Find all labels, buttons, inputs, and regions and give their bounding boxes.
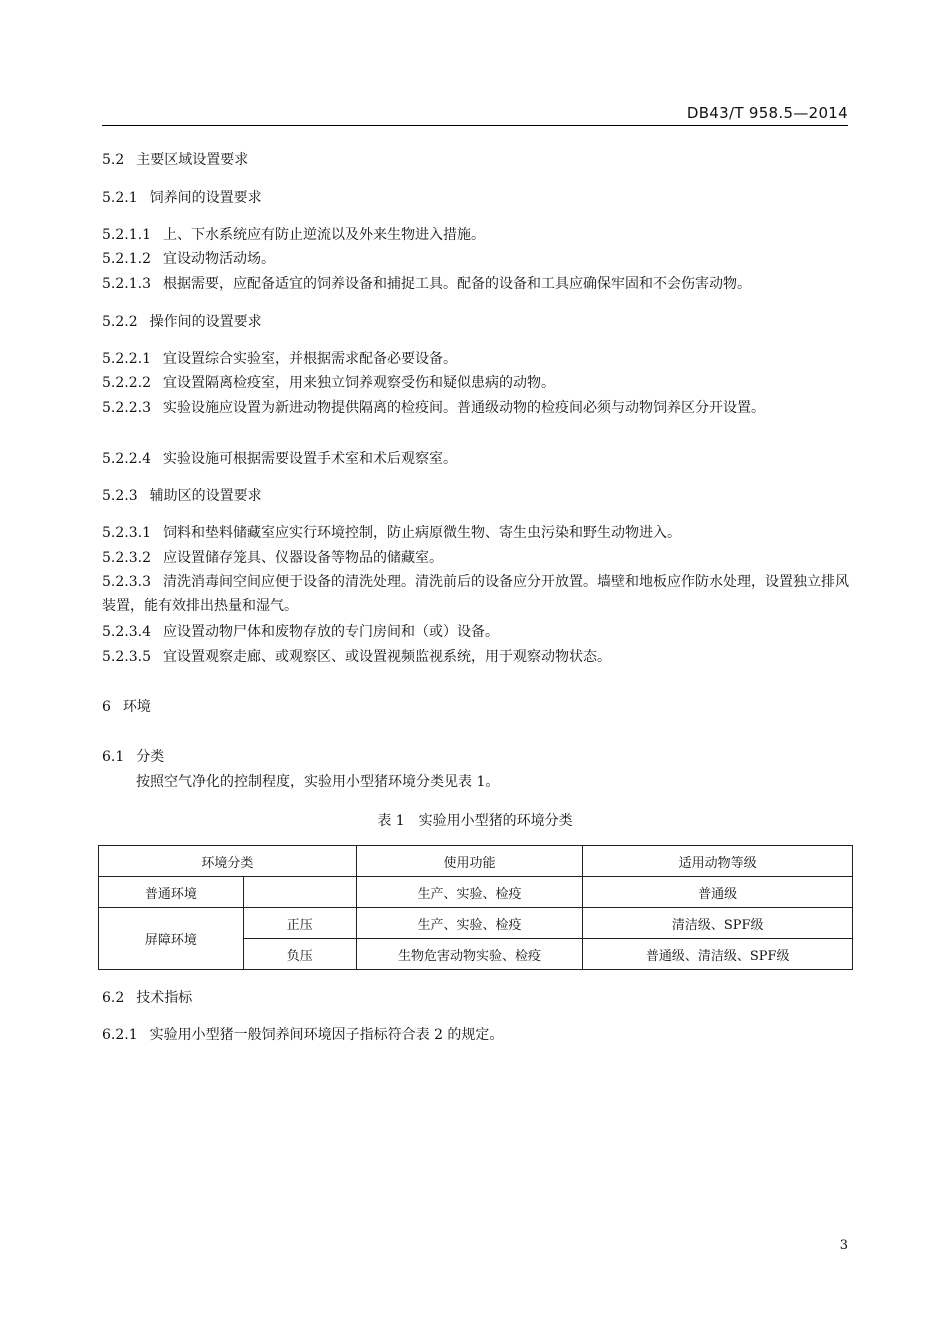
clause-5-2-1-1 (102, 225, 485, 245)
heading-5-2-1 (102, 188, 262, 208)
clause-text: 应设置动物尸体和废物存放的专门房间和（或）设备。 (162, 624, 499, 640)
cell-env: 普通环境 (99, 877, 244, 908)
clause-5-2-2-1 (102, 349, 457, 369)
heading-6-2 (102, 988, 192, 1008)
clause-number: 5.2.2 (102, 314, 138, 330)
table-header-row (99, 846, 853, 877)
clause-number: 5.2.3 (102, 488, 138, 504)
clause-number: 5.2.2.3 (102, 400, 151, 416)
table-row (99, 908, 853, 939)
clause-number: 5.2.1.3 (102, 276, 151, 292)
heading-5-2-2 (102, 312, 262, 332)
page-number: 3 (839, 1238, 848, 1253)
clause-text: 根据需要，应配备适宜的饲养设备和捕捉工具。配备的设备和工具应确保牢固和不会伤害动物。 (162, 276, 751, 292)
clause-text: 宜设置隔离检疫室，用来独立饲养观察受伤和疑似患病的动物。 (162, 375, 555, 391)
clause-6-2-1 (102, 1025, 503, 1045)
clause-5-2-1-2 (102, 249, 275, 269)
clause-number: 5.2 (102, 152, 125, 168)
cell-env: 屏障环境 (99, 908, 244, 970)
clause-text: 辅助区的设置要求 (149, 488, 262, 504)
clause-number: 6.1 (102, 749, 125, 765)
clause-number: 5.2.3.5 (102, 649, 151, 665)
cell-sub: 负压 (243, 939, 356, 970)
clause-text: 操作间的设置要求 (149, 314, 262, 330)
cell-grade: 普通级 (583, 877, 853, 908)
clause-number: 5.2.3.2 (102, 550, 151, 566)
clause-5-2-3-5 (102, 647, 611, 667)
header-grade: 适用动物等级 (583, 846, 853, 877)
clause-text: 主要区域设置要求 (136, 152, 249, 168)
clause-5-2-3-3 (102, 570, 850, 618)
clause-number: 5.2.2.4 (102, 451, 151, 467)
clause-text: 上、下水系统应有防止逆流以及外来生物进入措施。 (162, 227, 485, 243)
table-row (99, 877, 853, 908)
header-use: 使用功能 (356, 846, 583, 877)
header-rule (102, 125, 848, 126)
header-env: 环境分类 (99, 846, 357, 877)
heading-5-2 (102, 150, 248, 170)
clause-text: 宜设置综合实验室，并根据需求配备必要设备。 (162, 351, 457, 367)
cell-grade: 普通级、清洁级、SPF级 (583, 939, 853, 970)
clause-text: 环境 (122, 699, 151, 715)
clause-number: 6.2.1 (102, 1027, 138, 1043)
clause-text: 宜设动物活动场。 (162, 251, 275, 267)
clause-text: 技术指标 (136, 990, 193, 1006)
heading-6 (102, 697, 151, 717)
cell-use: 生物危害动物实验、检疫 (356, 939, 583, 970)
clause-5-2-3-2 (102, 548, 443, 568)
heading-6-1 (102, 747, 164, 767)
clause-text: 宜设置观察走廊、或观察区、或设置视频监视系统，用于观察动物状态。 (162, 649, 611, 665)
cell-use: 生产、实验、检疫 (356, 877, 583, 908)
clause-number: 5.2.2.1 (102, 351, 151, 367)
clause-text: 清洗消毒间空间应便于设备的清洗处理。清洗前后的设备应分开放置。墙壁和地板应作防水处理，设置独立排风装置，能有效排出热量和湿气。 (102, 574, 849, 614)
cell-grade: 清洁级、SPF级 (583, 908, 853, 939)
clause-5-2-1-3 (102, 274, 751, 294)
cell-sub-empty (243, 877, 356, 908)
clause-number: 5.2.3.1 (102, 525, 151, 541)
clause-text: 分类 (136, 749, 165, 765)
cell-sub: 正压 (243, 908, 356, 939)
clause-text: 实验设施可根据需要设置手术室和术后观察室。 (162, 451, 457, 467)
clause-5-2-2-3 (102, 396, 850, 420)
clause-text: 饲养间的设置要求 (149, 190, 262, 206)
clause-number: 5.2.3.3 (102, 574, 151, 590)
clause-5-2-3-4 (102, 622, 499, 642)
clause-number: 6.2 (102, 990, 125, 1006)
environment-classification-table (98, 845, 853, 970)
paragraph-6-1: 按照空气净化的控制程度，实验用小型猪环境分类见表 1。 (136, 774, 500, 790)
clause-text: 实验设施应设置为新进动物提供隔离的检疫间。普通级动物的检疫间必须与动物饲养区分开设置。 (162, 400, 765, 416)
clause-number: 5.2.2.2 (102, 375, 151, 391)
clause-number: 5.2.3.4 (102, 624, 151, 640)
clause-text: 饲料和垫料储藏室应实行环境控制，防止病原微生物、寄生虫污染和野生动物进入。 (162, 525, 681, 541)
standard-code: DB43/T 958.5—2014 (686, 104, 848, 122)
clause-5-2-2-4 (102, 449, 457, 469)
heading-5-2-3 (102, 486, 262, 506)
clause-number: 6 (102, 699, 111, 715)
clause-5-2-2-2 (102, 373, 555, 393)
clause-number: 5.2.1.1 (102, 227, 151, 243)
clause-5-2-3-1 (102, 523, 681, 543)
table-caption: 表 1 实验用小型猪的环境分类 (377, 813, 573, 829)
clause-text: 实验用小型猪一般饲养间环境因子指标符合表 2 的规定。 (149, 1027, 504, 1043)
cell-use: 生产、实验、检疫 (356, 908, 583, 939)
clause-number: 5.2.1 (102, 190, 138, 206)
clause-number: 5.2.1.2 (102, 251, 151, 267)
clause-text: 应设置储存笼具、仪器设备等物品的储藏室。 (162, 550, 443, 566)
